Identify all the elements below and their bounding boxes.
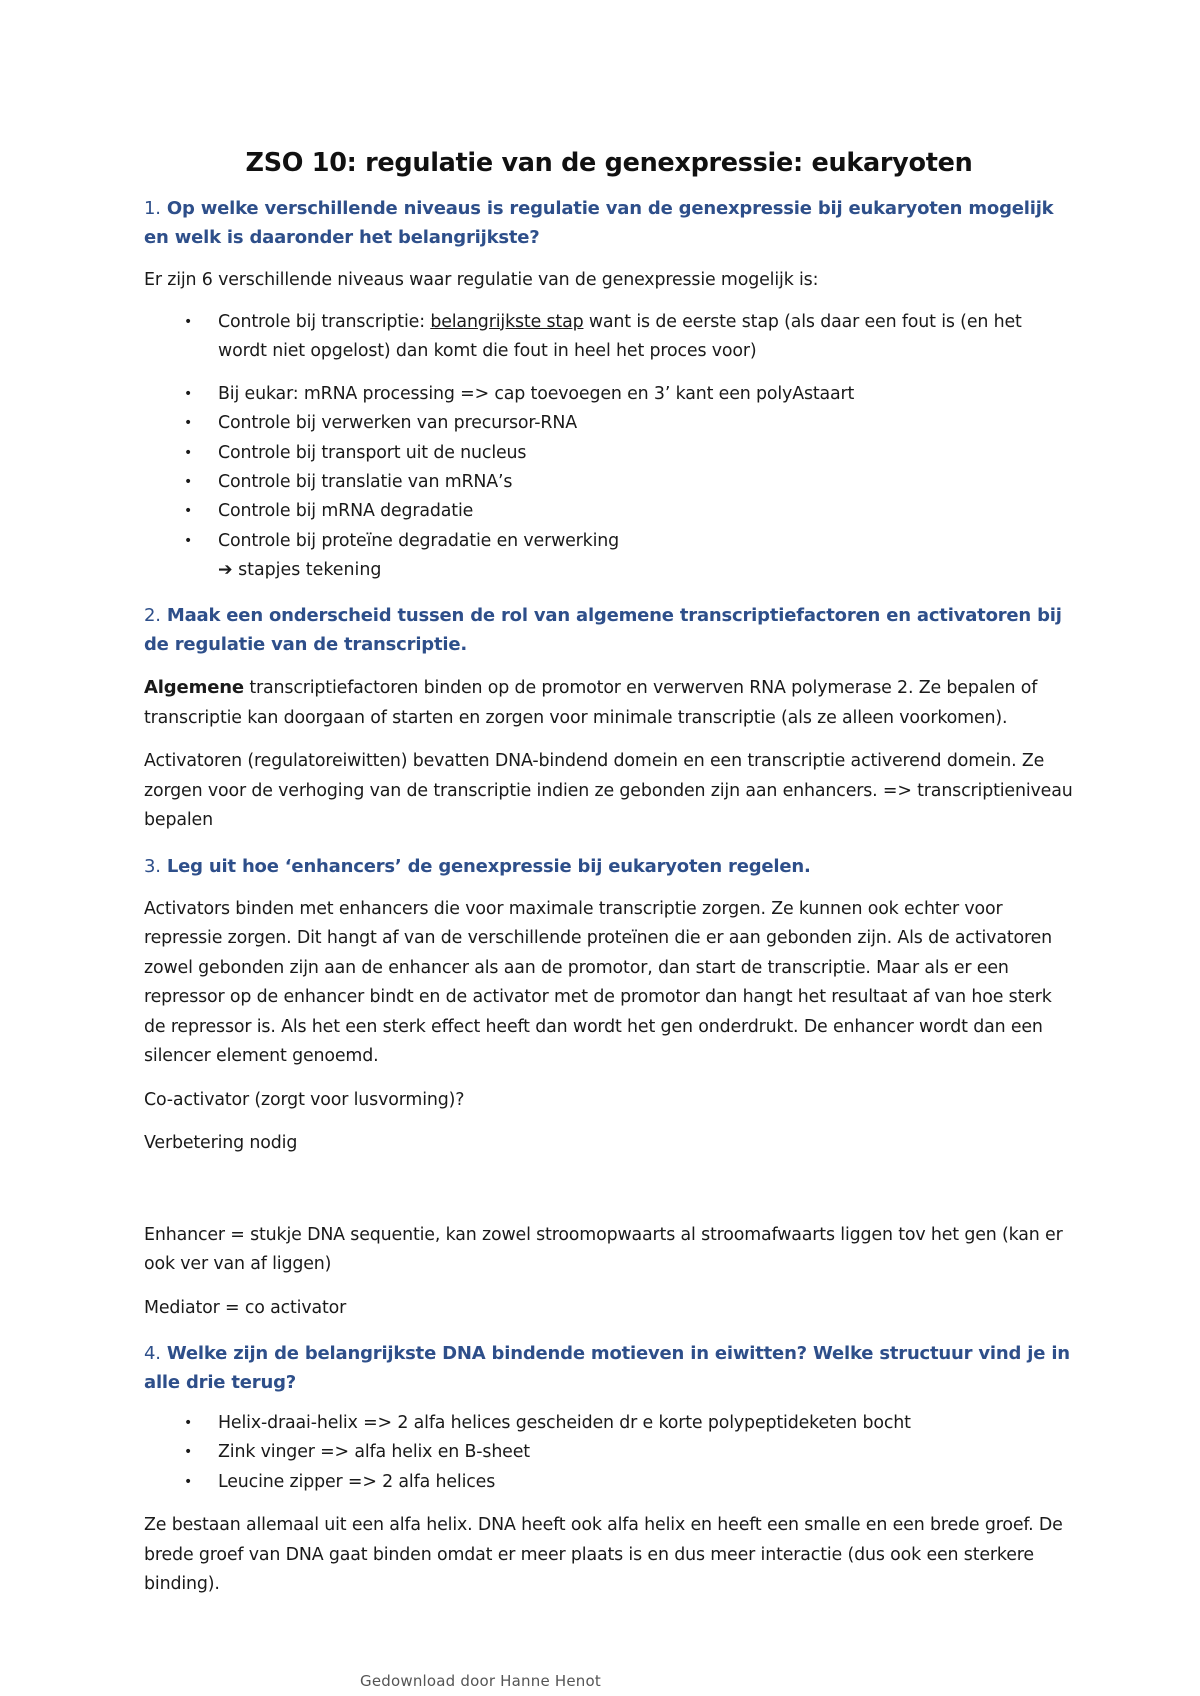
list-item <box>144 380 1074 409</box>
question-1 <box>144 194 1074 252</box>
bullet-icon: • <box>184 532 193 549</box>
question-2 <box>144 601 1074 659</box>
document-content <box>144 140 1074 1600</box>
q4-item-0: Helix-draai-helix => 2 alfa helices gescheiden dr e korte polypeptideketen bocht <box>218 1413 911 1434</box>
question-2-text: Maak een onderscheid tussen de rol van algemene transcriptiefactoren en activatoren bij de regulatie van de transcriptie. <box>144 605 1062 656</box>
list-item <box>144 439 1074 468</box>
list-item <box>144 409 1074 438</box>
bullet-icon: • <box>184 1444 193 1461</box>
bullet-icon: • <box>184 503 193 520</box>
question-2-number: 2. <box>144 605 161 627</box>
q1-item-4: Controle bij mRNA degradatie <box>218 501 474 522</box>
q1-item-3: Controle bij translatie van mRNA’s <box>218 471 513 492</box>
arrow-right-icon: ➔ <box>218 559 233 580</box>
q2-paragraph-1 <box>144 673 1074 733</box>
question-4-text: Welke zijn de belangrijkste DNA bindende motieven in eiwitten? Welke structuur vind je in alle drie terug? <box>144 1343 1070 1394</box>
list-item <box>144 497 1074 526</box>
list-item <box>144 527 1074 556</box>
q3-paragraph-3: Verbetering nodig <box>144 1133 298 1154</box>
list-item <box>144 468 1074 497</box>
bullet-icon: • <box>184 313 193 330</box>
bullet-icon: • <box>184 444 193 461</box>
q1-b1-underlined: belangrijkste stap <box>430 311 584 332</box>
q1-intro: Er zijn 6 verschillende niveaus waar regulatie van de genexpressie mogelijk is: <box>144 270 819 290</box>
q2-paragraph-2: Activatoren (regulatoreiwitten) bevatten DNA-bindend domein en een transcriptie activerend domein. Ze zorgen voor de verhoging van de transcriptie indien ze gebonden zijn aan enhancers. => transcriptieniveau bepalen <box>144 751 1073 831</box>
q1-item-2: Controle bij transport uit de nucleus <box>218 442 527 463</box>
bullet-icon: • <box>184 415 193 432</box>
question-3-text: Leg uit hoe ‘enhancers’ de genexpressie bij eukaryoten regelen. <box>166 855 811 877</box>
q1-item-1: Controle bij verwerken van precursor-RNA <box>218 413 577 434</box>
page-title: ZSO 10: regulatie van de genexpressie: eukaryoten <box>245 148 973 178</box>
q1-level-list-primary <box>144 308 1074 367</box>
bullet-icon: • <box>184 386 193 403</box>
question-1-text: Op welke verschillende niveaus is regulatie van de genexpressie bij eukaryoten mogelijk en welk is daaronder het belangrijkste? <box>144 198 1054 248</box>
question-4 <box>144 1339 1074 1397</box>
q1-item-0: Bij eukar: mRNA processing => cap toevoegen en 3’ kant een polyAstaart <box>218 384 855 405</box>
bullet-icon: • <box>184 1473 193 1490</box>
q3-paragraph-5: Mediator = co activator <box>144 1297 347 1318</box>
question-4-number: 4. <box>144 1343 161 1365</box>
q4-paragraph-1: Ze bestaan allemaal uit een alfa helix. DNA heeft ook alfa helix en heeft een smalle en een brede groef. De brede groef van DNA gaat binden omdat er meer plaats is en dus meer interactie (dus ook een sterkere binding). <box>144 1515 1063 1595</box>
q4-motif-list <box>144 1409 1074 1497</box>
q3-paragraph-2: Co-activator (zorgt voor lusvorming)? <box>144 1089 465 1110</box>
q3-paragraph-1: Activators binden met enhancers die voor maximale transcriptie zorgen. Ze kunnen ook echter voor repressie zorgen. Dit hangt af van de verschillende proteïnen die er aan gebonden zijn. Als de activatoren zowel gebonden zijn aan de enhancer als aan de promotor, dan start de transcriptie. Maar als er een repressor op de enhancer bindt en de activator met de promotor dan hangt het resultaat af van hoe sterk de repressor is. Als het een sterk effect heeft dan wordt het gen onderdrukt. De enhancer wordt dan een silencer element genoemd. <box>144 898 1053 1067</box>
q1-level-list <box>144 380 1074 556</box>
q1-arrow-text: stapjes tekening <box>232 559 382 580</box>
q1-item-5: Controle bij proteïne degradatie en verwerking <box>218 530 620 551</box>
q1-b1-post: want is de eerste stap (als daar een fout is (en het wordt niet opgelost) dan komt die fout in heel het proces voor) <box>218 311 1022 361</box>
q2-bold-word: Algemene <box>144 677 244 699</box>
q4-item-1: Zink vinger => alfa helix en B-sheet <box>218 1442 530 1463</box>
list-item <box>144 1468 1074 1497</box>
q1-b1-pre: Controle bij transcriptie: <box>218 311 431 332</box>
q1-arrow-line <box>144 556 1074 585</box>
question-3 <box>144 852 1074 881</box>
list-item <box>144 1438 1074 1467</box>
bullet-icon: • <box>184 1415 193 1432</box>
q4-item-2: Leucine zipper => 2 alfa helices <box>218 1471 496 1492</box>
download-footer: Gedownload door Hanne Henot <box>360 1672 601 1690</box>
question-3-number: 3. <box>144 855 161 877</box>
question-1-number: 1. <box>144 198 161 219</box>
q3-paragraph-4: Enhancer = stukje DNA sequentie, kan zowel stroomopwaarts al stroomafwaarts liggen tov het gen (kan er ook ver van af liggen) <box>144 1224 1063 1275</box>
q2-p1-rest: transcriptiefactoren binden op de promotor en verwerven RNA polymerase 2. Ze bepalen of transcriptie kan doorgaan of starten en zorgen voor minimale transcriptie (als ze alleen voorkomen). <box>144 678 1038 728</box>
bullet-icon: • <box>184 473 193 490</box>
list-item <box>144 308 1074 367</box>
list-item <box>144 1409 1074 1438</box>
